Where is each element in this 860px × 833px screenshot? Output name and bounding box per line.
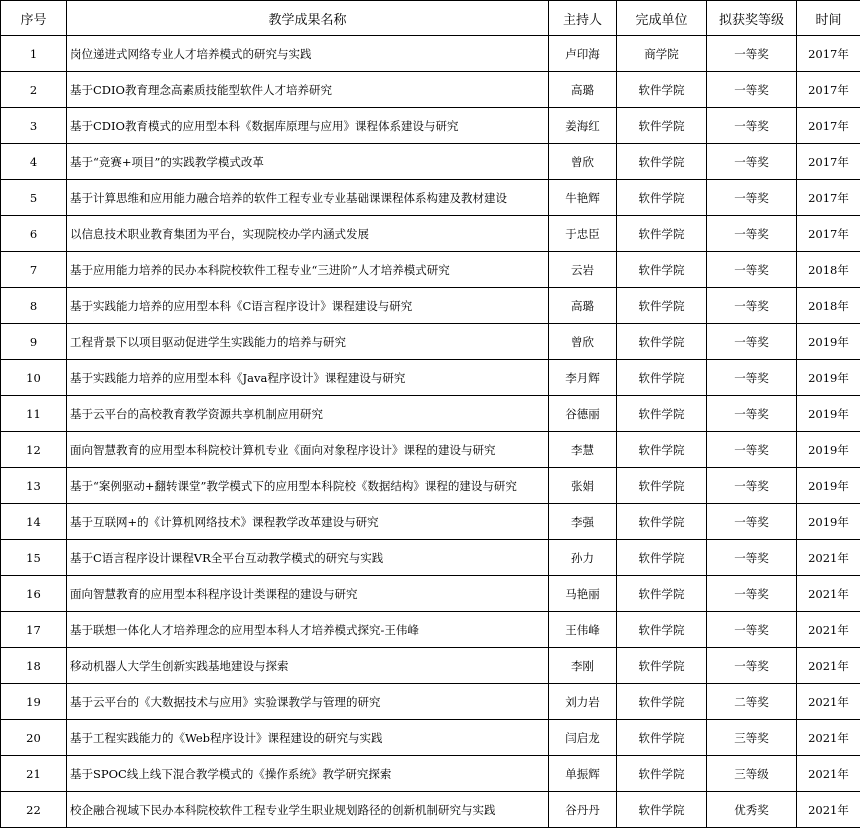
award-level: 优秀奖 xyxy=(707,792,797,828)
award-year: 2019年 xyxy=(797,360,860,396)
award-year: 2019年 xyxy=(797,504,860,540)
host-name: 高璐 xyxy=(549,288,617,324)
award-year: 2021年 xyxy=(797,576,860,612)
table-row xyxy=(1,72,860,108)
award-level: 一等奖 xyxy=(707,216,797,252)
achievement-title: 岗位递进式网络专业人才培养模式的研究与实践 xyxy=(67,36,549,72)
completing-unit: 商学院 xyxy=(617,36,707,72)
completing-unit: 软件学院 xyxy=(617,612,707,648)
host-name: 云岩 xyxy=(549,252,617,288)
table-row xyxy=(1,648,860,684)
award-year: 2019年 xyxy=(797,396,860,432)
achievement-title: 基于“案例驱动+翻转课堂”教学模式下的应用型本科院校《数据结构》课程的建设与研究 xyxy=(67,468,549,504)
table-row xyxy=(1,576,860,612)
award-year: 2021年 xyxy=(797,648,860,684)
achievement-title: 以信息技术职业教育集团为平台，实现院校办学内涵式发展 xyxy=(67,216,549,252)
table-row xyxy=(1,468,860,504)
row-number: 10 xyxy=(1,360,67,396)
award-level: 一等奖 xyxy=(707,72,797,108)
award-level: 一等奖 xyxy=(707,648,797,684)
award-level: 一等奖 xyxy=(707,36,797,72)
award-level: 三等奖 xyxy=(707,720,797,756)
host-name: 孙力 xyxy=(549,540,617,576)
host-name: 牛艳辉 xyxy=(549,180,617,216)
header-host: 主持人 xyxy=(549,1,617,36)
achievement-title: 工程背景下以项目驱动促进学生实践能力的培养与研究 xyxy=(67,324,549,360)
row-number: 11 xyxy=(1,396,67,432)
host-name: 卢印海 xyxy=(549,36,617,72)
award-year: 2021年 xyxy=(797,540,860,576)
table-row xyxy=(1,360,860,396)
award-level: 一等奖 xyxy=(707,612,797,648)
row-number: 5 xyxy=(1,180,67,216)
award-year: 2017年 xyxy=(797,108,860,144)
award-year: 2019年 xyxy=(797,324,860,360)
host-name: 李强 xyxy=(549,504,617,540)
table-row xyxy=(1,720,860,756)
award-level: 一等奖 xyxy=(707,396,797,432)
table-row xyxy=(1,756,860,792)
completing-unit: 软件学院 xyxy=(617,252,707,288)
row-number: 19 xyxy=(1,684,67,720)
award-level: 一等奖 xyxy=(707,324,797,360)
table-row xyxy=(1,36,860,72)
achievement-title: 基于实践能力培养的应用型本科《C语言程序设计》课程建设与研究 xyxy=(67,288,549,324)
row-number: 9 xyxy=(1,324,67,360)
host-name: 李慧 xyxy=(549,432,617,468)
award-year: 2017年 xyxy=(797,72,860,108)
completing-unit: 软件学院 xyxy=(617,756,707,792)
completing-unit: 软件学院 xyxy=(617,792,707,828)
achievement-title: 基于计算思维和应用能力融合培养的软件工程专业专业基础课课程体系构建及教材建设 xyxy=(67,180,549,216)
table-row xyxy=(1,216,860,252)
row-number: 14 xyxy=(1,504,67,540)
table-row xyxy=(1,288,860,324)
award-year: 2019年 xyxy=(797,468,860,504)
row-number: 17 xyxy=(1,612,67,648)
table-row xyxy=(1,540,860,576)
host-name: 单振辉 xyxy=(549,756,617,792)
row-number: 3 xyxy=(1,108,67,144)
achievement-title: 基于应用能力培养的民办本科院校软件工程专业“三进阶”人才培养模式研究 xyxy=(67,252,549,288)
table-row xyxy=(1,792,860,828)
award-year: 2018年 xyxy=(797,252,860,288)
award-year: 2021年 xyxy=(797,612,860,648)
host-name: 李刚 xyxy=(549,648,617,684)
award-level: 一等奖 xyxy=(707,180,797,216)
completing-unit: 软件学院 xyxy=(617,432,707,468)
host-name: 姜海红 xyxy=(549,108,617,144)
award-level: 一等奖 xyxy=(707,252,797,288)
header-no: 序号 xyxy=(1,1,67,36)
achievement-title: 基于联想一体化人才培养理念的应用型本科人才培养模式探究-王伟峰 xyxy=(67,612,549,648)
achievement-title: 基于工程实践能力的《Web程序设计》课程建设的研究与实践 xyxy=(67,720,549,756)
achievement-title: 基于CDIO教育理念高素质技能型软件人才培养研究 xyxy=(67,72,549,108)
host-name: 闫启龙 xyxy=(549,720,617,756)
row-number: 13 xyxy=(1,468,67,504)
host-name: 曾欣 xyxy=(549,144,617,180)
row-number: 7 xyxy=(1,252,67,288)
achievement-title: 基于CDIO教育模式的应用型本科《数据库原理与应用》课程体系建设与研究 xyxy=(67,108,549,144)
achievement-title: 面向智慧教育的应用型本科院校计算机专业《面向对象程序设计》课程的建设与研究 xyxy=(67,432,549,468)
achievement-title: 基于实践能力培养的应用型本科《Java程序设计》课程建设与研究 xyxy=(67,360,549,396)
award-level: 一等奖 xyxy=(707,504,797,540)
award-year: 2017年 xyxy=(797,144,860,180)
host-name: 曾欣 xyxy=(549,324,617,360)
table-row xyxy=(1,396,860,432)
award-level: 一等奖 xyxy=(707,144,797,180)
host-name: 刘力岩 xyxy=(549,684,617,720)
award-year: 2017年 xyxy=(797,216,860,252)
achievement-title: 面向智慧教育的应用型本科程序设计类课程的建设与研究 xyxy=(67,576,549,612)
completing-unit: 软件学院 xyxy=(617,504,707,540)
award-year: 2021年 xyxy=(797,792,860,828)
host-name: 张娟 xyxy=(549,468,617,504)
completing-unit: 软件学院 xyxy=(617,648,707,684)
completing-unit: 软件学院 xyxy=(617,468,707,504)
completing-unit: 软件学院 xyxy=(617,180,707,216)
table-body xyxy=(1,36,860,828)
table-row xyxy=(1,180,860,216)
table-row xyxy=(1,324,860,360)
row-number: 4 xyxy=(1,144,67,180)
award-level: 一等奖 xyxy=(707,360,797,396)
table-row xyxy=(1,504,860,540)
row-number: 21 xyxy=(1,756,67,792)
completing-unit: 软件学院 xyxy=(617,396,707,432)
achievement-title: 基于互联网+的《计算机网络技术》课程教学改革建设与研究 xyxy=(67,504,549,540)
row-number: 12 xyxy=(1,432,67,468)
completing-unit: 软件学院 xyxy=(617,540,707,576)
award-year: 2018年 xyxy=(797,288,860,324)
row-number: 18 xyxy=(1,648,67,684)
achievement-title: 基于云平台的高校教育教学资源共享机制应用研究 xyxy=(67,396,549,432)
award-year: 2021年 xyxy=(797,756,860,792)
award-year: 2021年 xyxy=(797,720,860,756)
header-time: 时间 xyxy=(797,1,860,36)
award-year: 2017年 xyxy=(797,36,860,72)
host-name: 高璐 xyxy=(549,72,617,108)
award-level: 二等奖 xyxy=(707,684,797,720)
row-number: 22 xyxy=(1,792,67,828)
award-level: 一等奖 xyxy=(707,288,797,324)
row-number: 15 xyxy=(1,540,67,576)
header-unit: 完成单位 xyxy=(617,1,707,36)
row-number: 16 xyxy=(1,576,67,612)
table-row xyxy=(1,612,860,648)
host-name: 谷丹丹 xyxy=(549,792,617,828)
achievement-title: 基于“竞赛+项目”的实践教学模式改革 xyxy=(67,144,549,180)
row-number: 1 xyxy=(1,36,67,72)
completing-unit: 软件学院 xyxy=(617,684,707,720)
award-year: 2021年 xyxy=(797,684,860,720)
achievement-title: 移动机器人大学生创新实践基地建设与探索 xyxy=(67,648,549,684)
table-row xyxy=(1,108,860,144)
achievement-title: 基于C语言程序设计课程VR全平台互动教学模式的研究与实践 xyxy=(67,540,549,576)
row-number: 6 xyxy=(1,216,67,252)
completing-unit: 软件学院 xyxy=(617,576,707,612)
header-level: 拟获奖等级 xyxy=(707,1,797,36)
award-level: 一等奖 xyxy=(707,540,797,576)
completing-unit: 软件学院 xyxy=(617,324,707,360)
award-level: 一等奖 xyxy=(707,108,797,144)
completing-unit: 软件学院 xyxy=(617,360,707,396)
achievement-title: 校企融合视域下民办本科院校软件工程专业学生职业规划路径的创新机制研究与实践 xyxy=(67,792,549,828)
completing-unit: 软件学院 xyxy=(617,720,707,756)
row-number: 2 xyxy=(1,72,67,108)
host-name: 于忠臣 xyxy=(549,216,617,252)
host-name: 王伟峰 xyxy=(549,612,617,648)
completing-unit: 软件学院 xyxy=(617,108,707,144)
header-title: 教学成果名称 xyxy=(67,1,549,36)
achievement-title: 基于云平台的《大数据技术与应用》实验课教学与管理的研究 xyxy=(67,684,549,720)
award-year: 2017年 xyxy=(797,180,860,216)
row-number: 8 xyxy=(1,288,67,324)
completing-unit: 软件学院 xyxy=(617,72,707,108)
table-row xyxy=(1,144,860,180)
completing-unit: 软件学院 xyxy=(617,216,707,252)
host-name: 谷德丽 xyxy=(549,396,617,432)
table-row xyxy=(1,252,860,288)
completing-unit: 软件学院 xyxy=(617,144,707,180)
award-level: 一等奖 xyxy=(707,432,797,468)
award-year: 2019年 xyxy=(797,432,860,468)
header-row xyxy=(1,1,860,36)
award-level: 一等奖 xyxy=(707,576,797,612)
completing-unit: 软件学院 xyxy=(617,288,707,324)
row-number: 20 xyxy=(1,720,67,756)
achievement-title: 基于SPOC线上线下混合教学模式的《操作系统》教学研究探索 xyxy=(67,756,549,792)
award-level: 一等奖 xyxy=(707,468,797,504)
host-name: 李月辉 xyxy=(549,360,617,396)
table-row xyxy=(1,432,860,468)
table-row xyxy=(1,684,860,720)
host-name: 马艳丽 xyxy=(549,576,617,612)
award-level: 三等级 xyxy=(707,756,797,792)
